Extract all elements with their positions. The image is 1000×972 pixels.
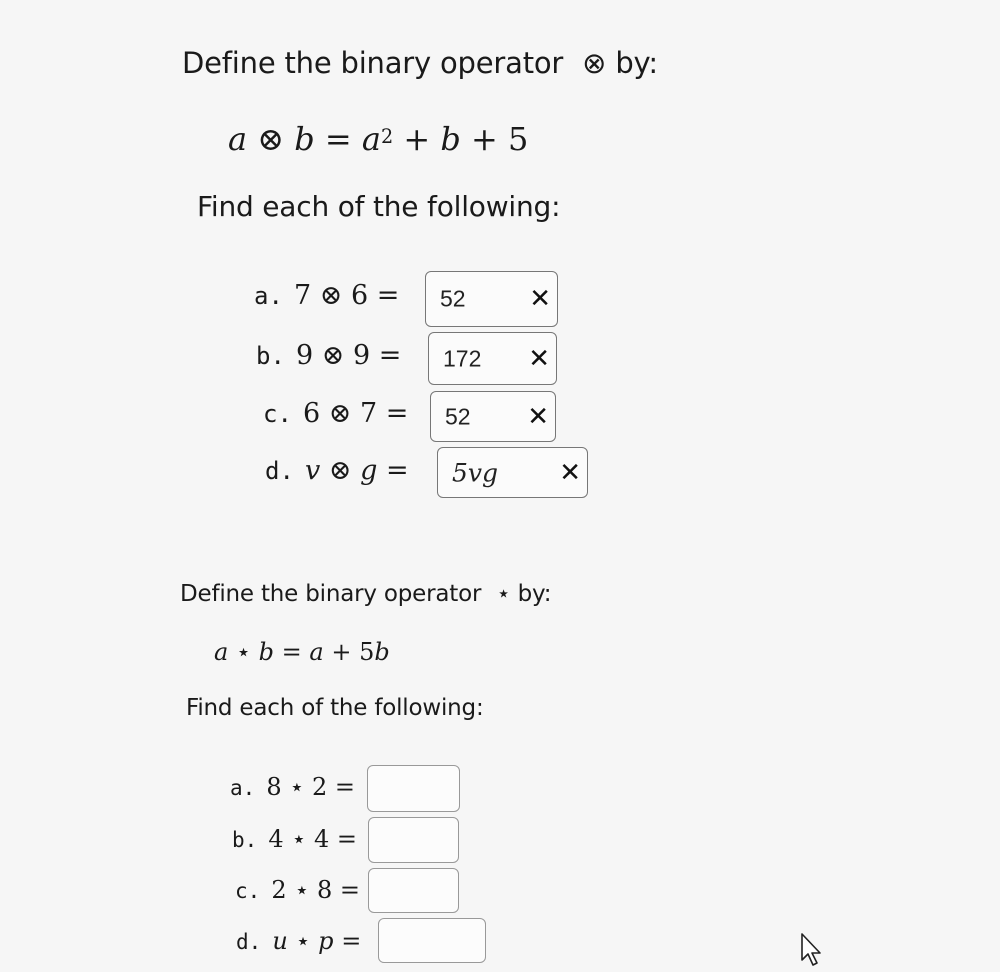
- problem-expression: 7 ⊗ 6 =: [294, 280, 400, 311]
- answer-input-c[interactable]: [368, 868, 459, 913]
- section1-heading-prefix: Define the binary operator: [182, 46, 564, 80]
- answer-value: 172: [443, 345, 482, 371]
- answer-input-a[interactable]: [367, 765, 460, 812]
- star-operator-symbol: ⋆: [496, 581, 511, 607]
- section2-find-text: Find each of the following:: [186, 695, 484, 721]
- problem-label: b.: [256, 342, 285, 370]
- answer-value: 52: [445, 403, 471, 429]
- problem-expression: 9 ⊗ 9 =: [296, 340, 402, 371]
- problem-expression: 6 ⊗ 7 =: [303, 398, 409, 429]
- problem-label: c.: [235, 879, 261, 903]
- answer-input-a[interactable]: [425, 271, 558, 327]
- incorrect-icon: ✕: [529, 284, 551, 314]
- section2-definition: a ⋆ b = a + 5b: [214, 638, 390, 666]
- incorrect-icon: ✕: [559, 457, 581, 488]
- problem-expression: 8 ⋆ 2 =: [266, 773, 356, 801]
- problem-row: [263, 398, 408, 429]
- problem-row: [256, 340, 401, 371]
- answer-value: 5vg: [452, 458, 499, 487]
- problem-row: [230, 773, 355, 801]
- otimes-operator-symbol: ⊗: [582, 46, 607, 80]
- problem-label: a.: [230, 776, 256, 800]
- problem-label: c.: [263, 400, 292, 428]
- problem-row: [232, 825, 357, 853]
- section1-find-text: Find each of the following:: [197, 190, 561, 223]
- answer-input-d[interactable]: [378, 918, 486, 963]
- problem-row: [254, 280, 399, 311]
- problem-row: [236, 927, 361, 955]
- answer-input-c[interactable]: [430, 391, 556, 442]
- section2-heading-suffix: by:: [517, 581, 552, 607]
- incorrect-icon: ✕: [527, 401, 549, 432]
- answer-input-d[interactable]: [437, 447, 588, 498]
- section2-heading-prefix: Define the binary operator: [180, 581, 482, 607]
- problem-label: a.: [254, 282, 283, 310]
- answer-input-b[interactable]: [368, 817, 459, 863]
- section1-definition: a ⊗ $b = a^2 + b + 5$: [228, 120, 529, 158]
- incorrect-icon: ✕: [528, 343, 550, 374]
- problem-row: [265, 455, 409, 486]
- problem-label: d.: [236, 930, 262, 954]
- mouse-pointer-icon: [800, 932, 824, 972]
- section1-heading-suffix: by:: [615, 46, 658, 80]
- section1-heading: [182, 46, 658, 80]
- section2-heading: [180, 581, 551, 607]
- problem-label: d.: [265, 457, 294, 485]
- problem-label: b.: [232, 828, 258, 852]
- problem-expression: 4 ⋆ 4 =: [268, 825, 358, 853]
- problem-expression: 2 ⋆ 8 =: [271, 876, 361, 904]
- problem-row: [235, 876, 360, 904]
- answer-input-b[interactable]: [428, 332, 557, 385]
- problem-expression: u ⋆ p =: [272, 927, 362, 955]
- problem-expression: v ⊗ g =: [305, 455, 409, 486]
- answer-value: 52: [440, 285, 466, 312]
